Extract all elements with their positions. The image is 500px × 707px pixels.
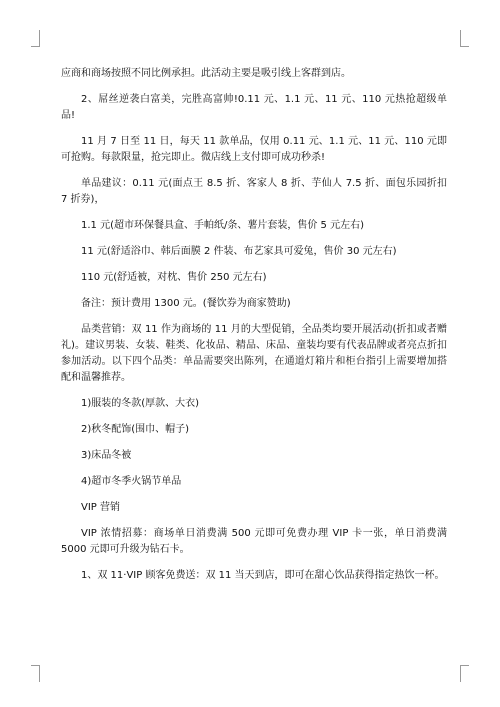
crop-mark-bottom-left [31,665,40,682]
paragraph-continuation: 应商和商场按照不同比例承担。此活动主要是吸引线上客群到店。 [61,68,351,79]
paragraph-category-marketing: 品类营销：双 11 作为商场的 11 月的大型促销，全品类均要开展活动(折扣或者赠礼)。建议男装、女装、鞋类、化妆品、精品、床品、童装均要有代表品牌或者亮点折扣参加活动。以下四个品类：单品需要突出陈列，在通道灯箱片和柜台指引上需要增加搭配和温馨推荐。 [61,324,447,383]
crop-mark-bottom-right [460,665,469,682]
paragraph-vip-gift: 1、双 11·VIP 顾客免费送：双 11 当天到店，即可在甜心饮品获得指定热饮一杯。 [81,570,445,581]
paragraph-price-11: 11 元(舒适浴巾、韩后面膜 2 件装、布艺家具可爱兔，售价 30 元左右) [81,246,397,257]
document-page [61,66,447,594]
paragraph-promo-heading: 2、屌丝逆袭白富美，完胜高富帅!0.11 元、1.1 元、11 元、110 元热抢超级单品! [61,94,447,121]
list-item-1: 1)服装的冬款(厚款、大衣) [81,398,200,409]
list-item-2: 2)秋冬配饰(围巾、帽子) [81,424,190,435]
paragraph-price-1-1: 1.1 元(超市环保餐具盒、手帕纸/条、薯片套装，售价 5 元左右) [81,220,364,231]
paragraph-note: 备注：预计费用 1300 元。(餐饮券为商家赞助) [81,298,291,309]
crop-mark-top-right [460,30,469,47]
list-item-3: 3)床品冬被 [81,450,132,461]
paragraph-promo-detail: 11 月 7 日至 11 日，每天 11 款单品，仅用 0.11 元、1.1 元、11 元、110 元即可抢购。每款限量，抢完即止。微店线上支付即可成功秒杀! [61,136,447,163]
paragraph-price-110: 110 元(舒适被，对枕、售价 250 元左右) [81,272,267,283]
list-item-4: 4)超市冬季火锅节单品 [81,476,182,487]
crop-mark-top-left [31,30,40,47]
paragraph-item-suggestion: 单品建议：0.11 元(面点王 8.5 折、客家人 8 折、芋仙人 7.5 折、面包乐园折扣 7 折券)， [61,178,447,205]
paragraph-vip-recruit: VIP 浓情招募：商场单日消费满 500 元即可免费办理 VIP 卡一张，单日消费满 5000 元即可升级为钻石卡。 [61,528,447,555]
section-heading-vip: VIP 营销 [81,502,120,513]
